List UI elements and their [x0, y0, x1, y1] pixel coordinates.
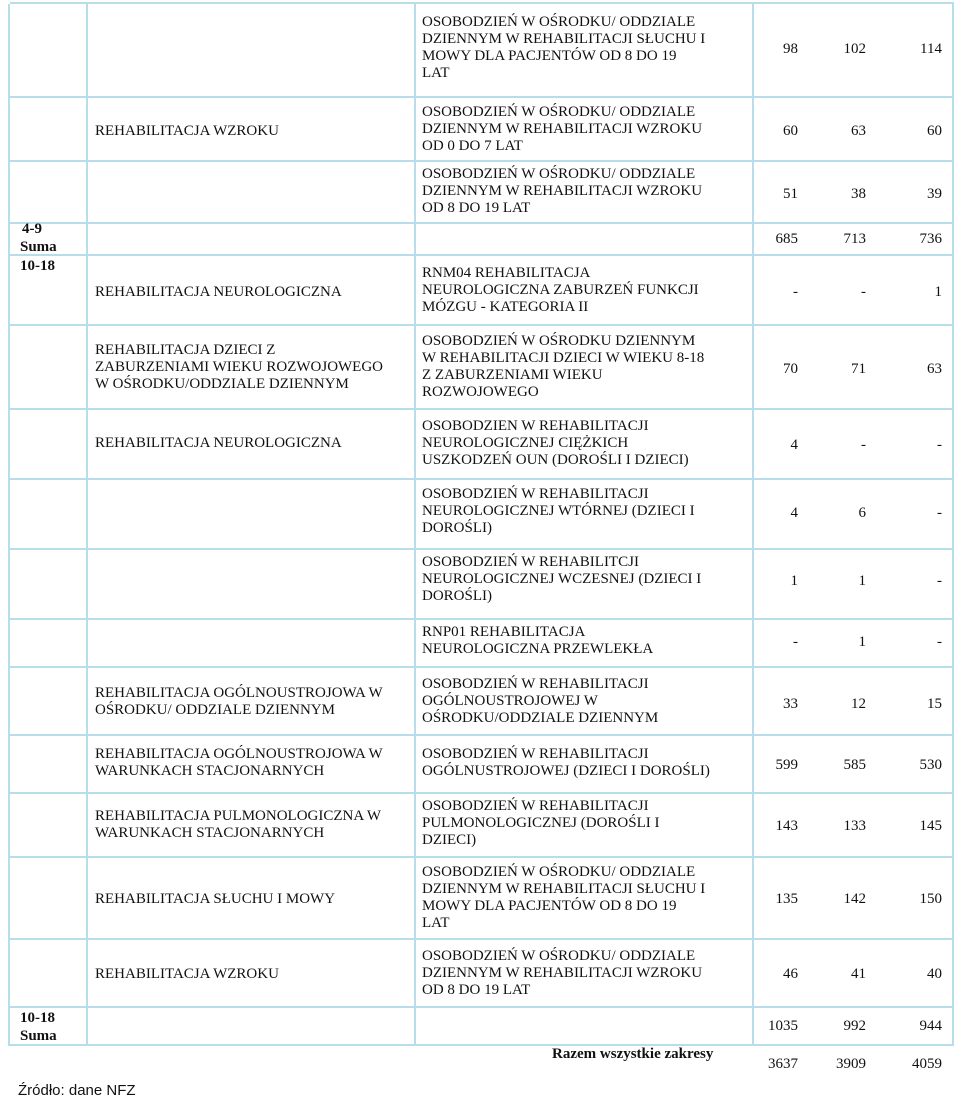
count-value: 60	[927, 123, 942, 139]
grid-line	[10, 1006, 954, 1008]
count-value: 33	[783, 696, 798, 712]
grid-line	[10, 618, 954, 620]
count-value: 63	[927, 361, 942, 377]
scope-label: REHABILITACJA NEUROLOGICZNA	[95, 284, 342, 300]
count-value: 63	[851, 123, 866, 139]
service-label: OSOBODZIEN W REHABILITACJI NEUROLOGICZNEJ CIĘŻKICH USZKODZEŃ OUN (DOROŚLI I DZIECI)	[422, 418, 689, 468]
grid-line	[10, 856, 954, 858]
grid-line	[10, 324, 954, 326]
count-value: 530	[919, 757, 942, 773]
count-value: 6	[858, 505, 866, 521]
count-value: -	[861, 437, 866, 453]
age-group-label: Suma	[20, 239, 57, 255]
count-value: 585	[843, 757, 866, 773]
grid-line	[10, 222, 954, 224]
count-value: 944	[919, 1018, 942, 1034]
count-value: 39	[927, 186, 942, 202]
service-label: OSOBODZIEŃ W OŚRODKU/ ODDZIALE DZIENNYM W REHABILITACJI SŁUCHU I MOWY DLA PACJENTÓW OD 8 DO 19 LAT	[422, 864, 706, 931]
count-value: 133	[843, 818, 866, 834]
service-label: OSOBODZIEŃ W OŚRODKU/ ODDZIALE DZIENNYM W REHABILITACJI WZROKU OD 8 DO 19 LAT	[422, 166, 703, 216]
service-label: RNM04 REHABILITACJA NEUROLOGICZNA ZABURZEŃ FUNKCJI MÓZGU - KATEGORIA II	[422, 265, 699, 315]
count-value: 1	[934, 284, 942, 300]
service-label: OSOBODZIEŃ W REHABILITACJI NEUROLOGICZNEJ WTÓRNEJ (DZIECI I DOROŚLI)	[422, 486, 695, 536]
total-label: Razem wszystkie zakresy	[552, 1046, 714, 1062]
count-value: 114	[920, 41, 942, 57]
count-value: 4	[790, 437, 798, 453]
age-group-label: 10-18	[20, 1010, 55, 1026]
scope-label: REHABILITACJA OGÓLNOUSTROJOWA W WARUNKACH STACJONARNYCH	[95, 746, 383, 779]
count-value: -	[937, 437, 942, 453]
count-value: 12	[851, 696, 866, 712]
count-value: 736	[919, 231, 942, 247]
count-value: 1	[790, 573, 798, 589]
count-value: -	[861, 284, 866, 300]
count-value: 142	[843, 891, 866, 907]
count-value: -	[937, 634, 942, 650]
source-note: Źródło: dane NFZ	[18, 1082, 136, 1099]
total-value: 4059	[912, 1056, 942, 1072]
grid-line	[10, 408, 954, 410]
scope-label: REHABILITACJA SŁUCHU I MOWY	[95, 891, 336, 907]
service-label: OSOBODZIEŃ W OŚRODKU/ ODDZIALE DZIENNYM W REHABILITACJI SŁUCHU I MOWY DLA PACJENTÓW OD 8 DO 19 LAT	[422, 14, 706, 81]
age-group-label: 10-18	[20, 258, 55, 274]
count-value: 143	[775, 818, 798, 834]
count-value: 713	[843, 231, 866, 247]
count-value: 70	[783, 361, 798, 377]
count-value: 51	[783, 186, 798, 202]
count-value: -	[937, 573, 942, 589]
count-value: 71	[851, 361, 866, 377]
count-value: 46	[783, 966, 798, 982]
scope-label: REHABILITACJA PULMONOLOGICZNA W WARUNKACH STACJONARNYCH	[95, 808, 382, 841]
grid-line	[10, 1044, 954, 1046]
count-value: 4	[790, 505, 798, 521]
grid-line	[86, 4, 88, 1046]
count-value: -	[793, 284, 798, 300]
count-value: 15	[927, 696, 942, 712]
grid-line	[10, 792, 954, 794]
scope-label: REHABILITACJA WZROKU	[95, 123, 279, 139]
count-value: 40	[927, 966, 942, 982]
total-value: 3637	[768, 1056, 798, 1072]
service-label: OSOBODZIEŃ W OŚRODKU/ ODDZIALE DZIENNYM W REHABILITACJI WZROKU OD 8 DO 19 LAT	[422, 948, 703, 998]
grid-line	[10, 96, 954, 98]
total-value: 3909	[836, 1056, 866, 1072]
service-label: OSOBODZIEŃ W OŚRODKU DZIENNYM W REHABILITACJI DZIECI W WIEKU 8-18 Z ZABURZENIAMI WIEKU ROZWOJOWEGO	[422, 333, 705, 400]
count-value: 992	[843, 1018, 866, 1034]
count-value: 102	[843, 41, 866, 57]
count-value: 60	[783, 123, 798, 139]
grid-line	[752, 4, 754, 1046]
scope-label: REHABILITACJA OGÓLNOUSTROJOWA W OŚRODKU/ ODDZIALE DZIENNYM	[95, 685, 383, 718]
age-group-label: Suma	[20, 1028, 57, 1044]
count-value: 98	[783, 41, 798, 57]
service-label: RNP01 REHABILITACJA NEUROLOGICZNA PRZEWLEKŁA	[422, 624, 654, 657]
grid-line	[10, 254, 954, 256]
service-label: OSOBODZIEŃ W REHABILITACJI OGÓLNUSTROJOWEJ (DZIECI I DOROŚLI)	[422, 746, 710, 779]
grid-line	[952, 4, 954, 1046]
count-value: -	[937, 505, 942, 521]
scope-label: REHABILITACJA NEUROLOGICZNA	[95, 435, 342, 451]
service-label: OSOBODZIEŃ W REHABILITACJI OGÓLNOUSTROJOWEJ W OŚRODKU/ODDZIALE DZIENNYM	[422, 676, 659, 726]
count-value: 1	[858, 573, 866, 589]
count-value: 38	[851, 186, 866, 202]
grid-line	[10, 478, 954, 480]
grid-line	[8, 4, 10, 1046]
count-value: 41	[851, 966, 866, 982]
grid-line	[10, 548, 954, 550]
grid-line	[414, 4, 416, 1046]
count-value: 1035	[768, 1018, 798, 1034]
count-value: 599	[775, 757, 798, 773]
grid-line	[10, 2, 954, 4]
count-value: 1	[858, 634, 866, 650]
count-value: 150	[919, 891, 942, 907]
scope-label: REHABILITACJA WZROKU	[95, 966, 279, 982]
count-value: 135	[775, 891, 798, 907]
count-value: -	[793, 634, 798, 650]
grid-line	[10, 938, 954, 940]
scope-label: REHABILITACJA DZIECI Z ZABURZENIAMI WIEKU ROZWOJOWEGO W OŚRODKU/ODDZIALE DZIENNYM	[95, 342, 384, 392]
count-value: 145	[919, 818, 942, 834]
service-label: OSOBODZIEŃ W REHABILITACJI PULMONOLOGICZNEJ (DOROŚLI I DZIECI)	[422, 798, 660, 848]
grid-line	[10, 160, 954, 162]
service-label: OSOBODZIEŃ W REHABILITCJI NEUROLOGICZNEJ WCZESNEJ (DZIECI I DOROŚLI)	[422, 554, 702, 604]
grid-line	[10, 666, 954, 668]
service-label: OSOBODZIEŃ W OŚRODKU/ ODDZIALE DZIENNYM W REHABILITACJI WZROKU OD 0 DO 7 LAT	[422, 104, 703, 154]
count-value: 685	[775, 231, 798, 247]
age-group-label: 4-9	[22, 221, 42, 237]
grid-line	[10, 734, 954, 736]
